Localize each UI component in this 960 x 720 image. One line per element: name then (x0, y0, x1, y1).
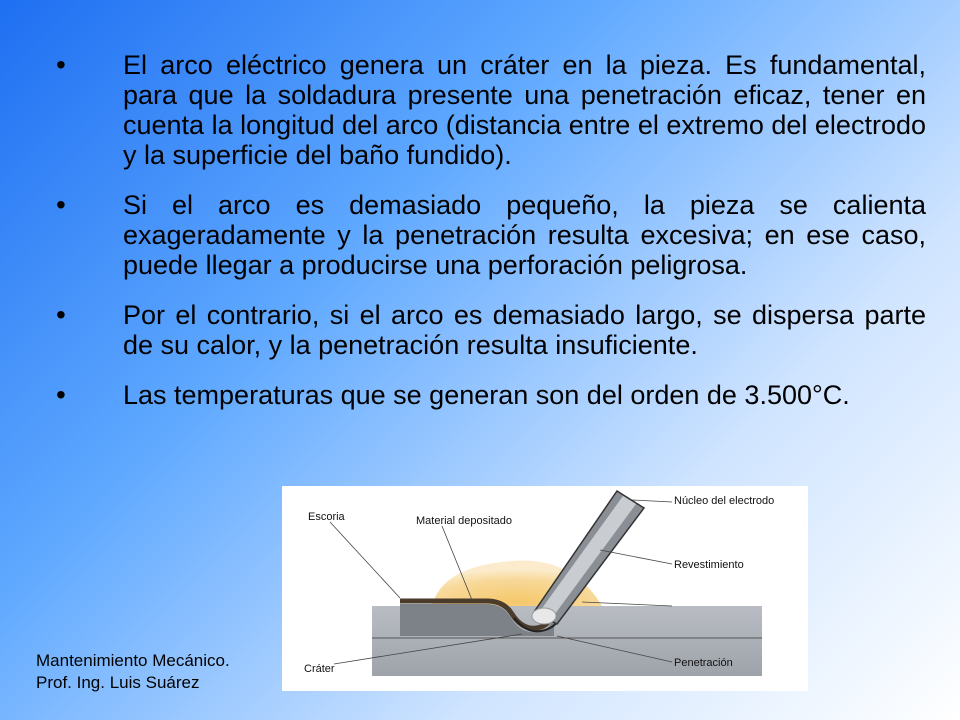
bullet-list (56, 50, 926, 430)
bullet-text: Si el arco es demasiado pequeño, la pieza se calienta exageradamente y la penetración resulta excesiva; en ese caso, puede llegar a producirse una perforación peligrosa. (123, 190, 926, 280)
molten-tip-shape (532, 608, 556, 624)
label-revestimiento: Revestimiento (674, 559, 744, 571)
label-material-depositado: Material depositado (416, 515, 513, 527)
label-nucleo-electrodo: Núcleo del electrodo (674, 495, 775, 507)
bullet-item (56, 380, 926, 410)
bullet-item (56, 190, 926, 280)
welding-diagram (282, 486, 808, 691)
label-escoria: Escoria (308, 511, 345, 523)
footer-course: Mantenimiento Mecánico. (36, 651, 230, 670)
bullet-text: Por el contrario, si el arco es demasiado largo, se dispersa parte de su calor, y la penetración resulta insuficiente. (123, 300, 926, 360)
bullet-text: Las temperaturas que se generan son del orden de 3.500°C. (123, 380, 850, 410)
bullet-marker: • (56, 189, 66, 220)
bullet-marker: • (56, 49, 66, 80)
footer-author: Prof. Ing. Luis Suárez (36, 673, 200, 692)
welding-diagram-svg (282, 486, 808, 691)
bullet-item (56, 50, 926, 170)
label-penetracion: Penetración (674, 657, 733, 669)
bullet-marker: • (56, 299, 66, 330)
bullet-text: El arco eléctrico genera un cráter en la pieza. Es fundamental, para que la soldadura presente una penetración eficaz, tener en cuenta la longitud del arco (distancia entre el extremo del electrodo y la superficie del baño fundido). (123, 50, 926, 170)
bullet-item (56, 300, 926, 360)
footer (36, 650, 230, 694)
label-crater: Cráter (304, 663, 335, 675)
bullet-marker: • (56, 379, 66, 410)
